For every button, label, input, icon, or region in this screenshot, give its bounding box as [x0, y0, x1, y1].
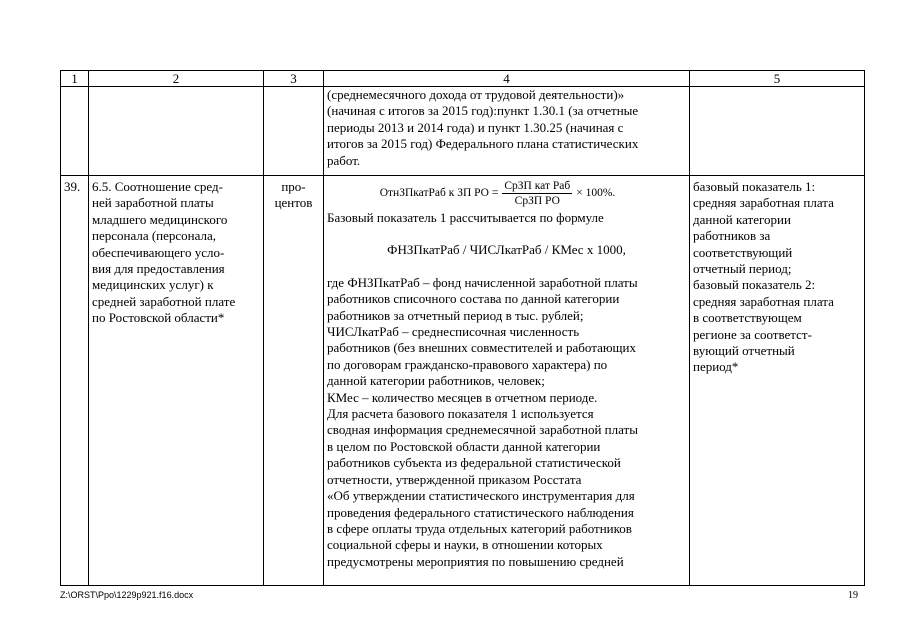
- base-formula: ФНЗПкатРаб / ЧИСЛкатРаб / КМес х 1000,: [387, 242, 626, 258]
- text-line: в соответствующем: [693, 310, 802, 326]
- continuation-cell-2: [89, 87, 264, 176]
- text-line: по Ростовской области*: [92, 310, 225, 326]
- text-line: регионе за соответст-: [693, 326, 812, 342]
- formula-tail: × 100%.: [576, 187, 616, 200]
- header-cell-1: 1: [61, 71, 89, 87]
- indicator-table: [60, 70, 865, 586]
- text-line: работников субъекта из федеральной статистической: [327, 455, 621, 471]
- unit-line: про-: [281, 179, 306, 194]
- indicator-name: [89, 176, 264, 586]
- header-cell-5: 5: [690, 71, 865, 87]
- text-line: данной категории: [693, 211, 791, 227]
- header-cell-2: 2: [89, 71, 264, 87]
- formula-numerator: СрЗП кат Раб: [504, 180, 571, 192]
- text-line: в сфере оплаты труда отдельных категорий работников: [327, 520, 632, 536]
- text-line: базовый показатель 2:: [693, 277, 816, 293]
- text-line: персонала (персонала,: [92, 228, 217, 244]
- indicator-row: [61, 176, 865, 586]
- text-line: работников за отчетный период в тыс. рублей;: [327, 307, 584, 323]
- header-cell-3: 3: [264, 71, 324, 87]
- text-line: работников (без внешних совместителей и работающих: [327, 340, 637, 356]
- file-path: Z:\ORST\Ppo\1229p921.f16.docx: [60, 590, 194, 600]
- text-line: вующий отчетный: [693, 343, 795, 359]
- text-line: проведения федерального статистического наблюдения: [327, 504, 634, 520]
- text-line: вия для предоставления: [92, 261, 225, 277]
- text-line: работников списочного состава по данной категории: [327, 291, 620, 307]
- text-line: периоды 2013 и 2014 года) и пункт 1.30.25 (начиная с: [327, 119, 624, 135]
- header-row: [61, 71, 865, 87]
- text-line: период*: [693, 359, 739, 375]
- continuation-text: [324, 87, 690, 176]
- continuation-row: [61, 87, 865, 176]
- row-number: 39.: [61, 176, 89, 586]
- unit-cell: [264, 176, 324, 586]
- text-line: базовый показатель 1:: [693, 179, 816, 194]
- text-line: соответствующий: [693, 244, 793, 260]
- text-line: работ.: [327, 152, 361, 168]
- text-line: обеспечивающего усло-: [92, 244, 225, 260]
- header-cell-4: 4: [324, 71, 690, 87]
- text-line: предусмотрены мероприятия по повышению средней: [327, 553, 624, 569]
- text-line: по договорам гражданско-правового характера) по: [327, 356, 608, 372]
- text-line: социальной сферы и науки, в отношении которых: [327, 537, 603, 553]
- text-line: Для расчета базового показателя 1 используется: [327, 406, 594, 422]
- text-line: ЧИСЛкатРаб – среднесписочная численность: [327, 324, 580, 340]
- text-line: в целом по Ростовской области данной категории: [327, 438, 601, 454]
- method-intro: Базовый показатель 1 рассчитывается по формуле: [327, 210, 604, 225]
- text-line: отчетности, утвержденной приказом Росстата: [327, 471, 582, 487]
- text-line: где ФНЗПкатРаб – фонд начисленной заработной платы: [327, 274, 638, 290]
- formula-fraction: [502, 179, 572, 208]
- formula-lhs: ОтнЗПкатРаб к ЗП РО =: [379, 187, 499, 200]
- text-line: (среднемесячного дохода от трудовой деятельности)»: [327, 87, 625, 102]
- text-line: данной категории работников, человек;: [327, 373, 545, 389]
- text-line: ней заработной платы: [92, 195, 214, 211]
- calculation-method: [324, 176, 690, 586]
- text-line: (начиная с итогов за 2015 год):пункт 1.30.1 (за отчетные: [327, 103, 639, 119]
- text-line: медицинских услуг) к: [92, 277, 214, 293]
- continuation-cell-3: [264, 87, 324, 176]
- text-line: работников за: [693, 228, 771, 244]
- text-line: младшего медицинского: [92, 211, 228, 227]
- ratio-formula: [327, 179, 686, 208]
- text-line: отчетный период;: [693, 261, 792, 277]
- continuation-cell-5: [690, 87, 865, 176]
- continuation-cell-1: [61, 87, 89, 176]
- base-indicators: [690, 176, 865, 586]
- page-number: 19: [848, 590, 858, 601]
- text-line: 6.5. Соотношение сред-: [92, 179, 223, 194]
- text-line: итогов за 2015 год) Федерального плана статистических: [327, 136, 639, 152]
- text-line: «Об утверждении статистического инструментария для: [327, 488, 635, 504]
- unit-line: центов: [274, 195, 313, 211]
- text-line: средняя заработная плата: [693, 195, 834, 211]
- text-line: средняя заработная плата: [693, 293, 834, 309]
- formula-denominator: СрЗП РО: [514, 195, 560, 207]
- text-line: КМес – количество месяцев в отчетном периоде.: [327, 389, 598, 405]
- text-line: сводная информация среднемесячной заработной платы: [327, 422, 638, 438]
- text-line: средней заработной плате: [92, 293, 236, 309]
